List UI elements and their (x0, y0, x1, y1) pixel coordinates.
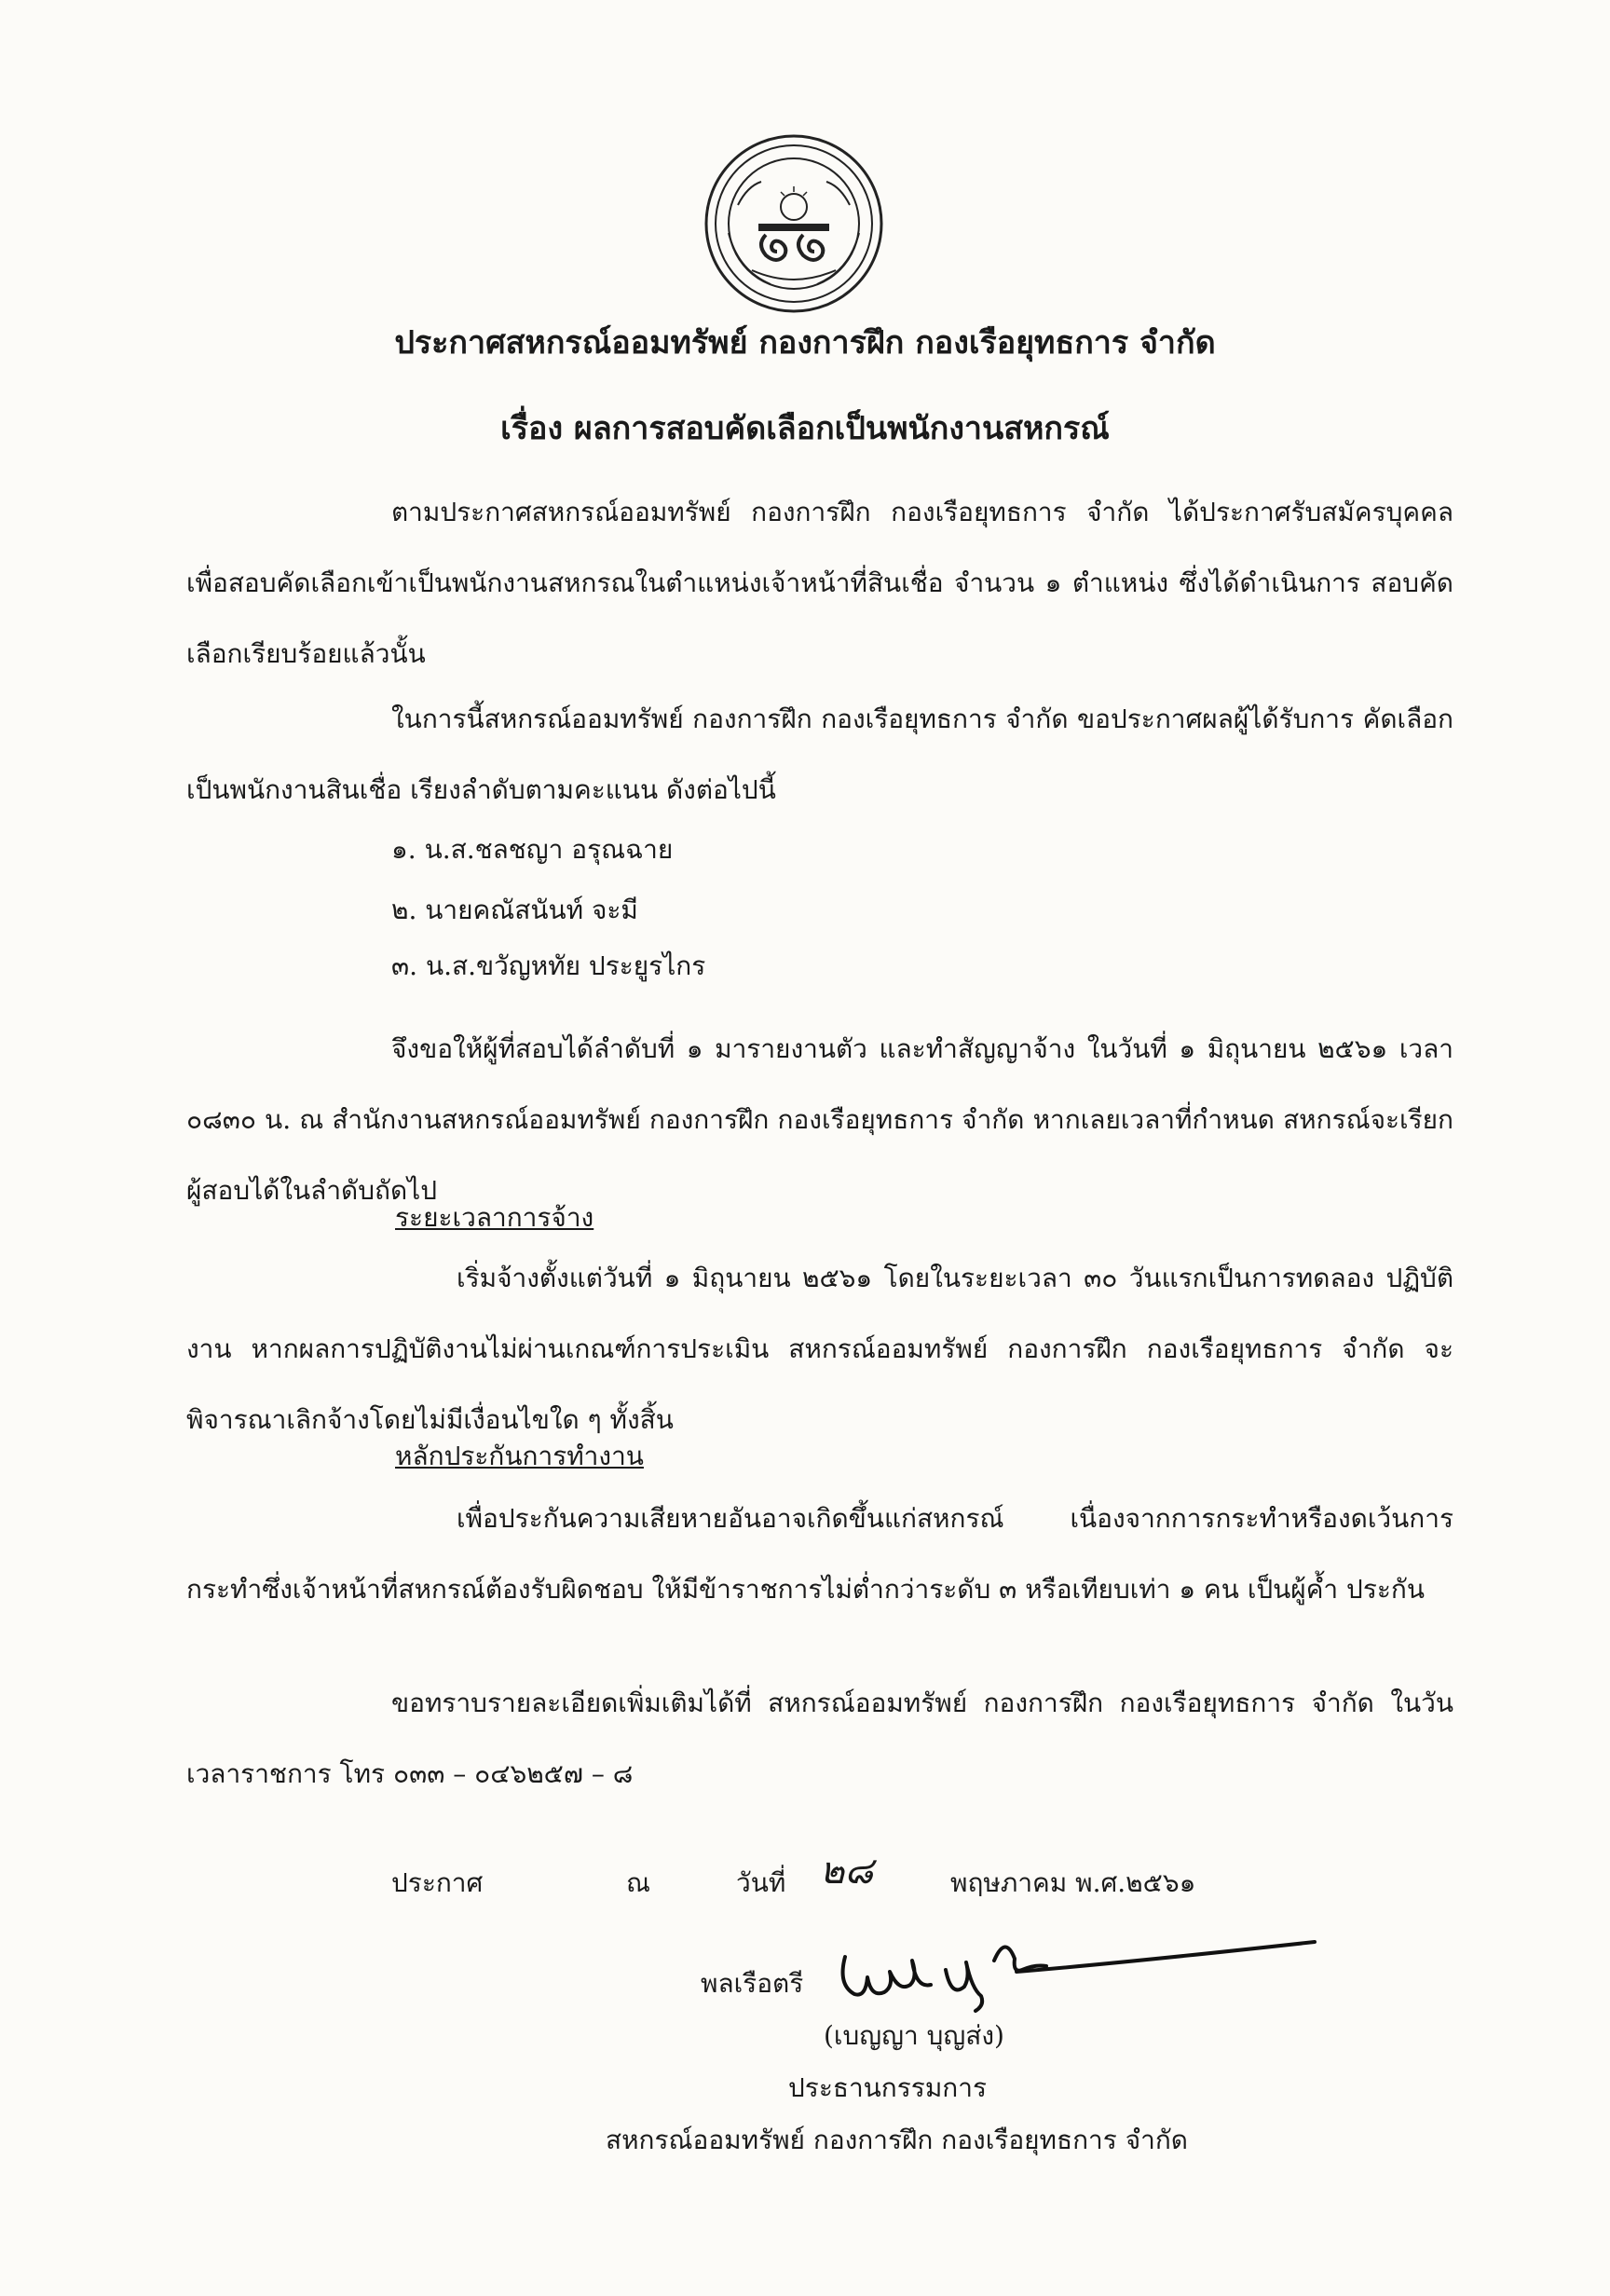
document-title: ประกาศสหกรณ์ออมทรัพย์ กองการฝึก กองเรือยุทธการ จำกัด (394, 324, 1216, 362)
report-paragraph-text: จึงขอให้ผู้ที่สอบได้ลำดับที่ ๑ มารายงานตัว และทำสัญญาจ้าง ในวันที่ ๑ มิถุนายน ๒๕๖๑ เวลา ๐๘๓๐ น. ณ สำนักงานสหกรณ์ออมทรัพย์ กองการฝึก กองเรือยุทธการ จำกัด หากเลยเวลาที่กำหนด สหกรณ์จะเรียกผู้สอบได้ในลำดับถัดไป (186, 1033, 1453, 1206)
report-paragraph (186, 1014, 1453, 1226)
announce-day-label: วันที่ (736, 1867, 786, 1898)
contact-paragraph-text: ขอทราบรายละเอียดเพิ่มเติมได้ที่ สหกรณ์ออมทรัพย์ กองการฝึก กองเรือยุทธการ จำกัด ในวันเวลาราชการ โทร ๐๓๓ – ๐๔๖๒๕๗ – ๘ (186, 1688, 1453, 1789)
result-paragraph (186, 684, 1453, 826)
signatory-position: ประธานกรรมการ (788, 2072, 988, 2103)
candidate-item-1: ๑. น.ส.ชลชญา อรุณฉาย (391, 834, 674, 865)
announce-at: ณ (626, 1867, 650, 1898)
announce-month-year: พฤษภาคม พ.ศ.๒๕๖๑ (950, 1867, 1196, 1898)
employment-period-text: เริ่มจ้างตั้งแต่วันที่ ๑ มิถุนายน ๒๕๖๑ โดยในระยะเวลา ๓๐ วันแรกเป็นการทดลอง ปฏิบัติงาน หากผลการปฏิบัติงานไม่ผ่านเกณฑ์การประเมิน สหกรณ์ออมทรัพย์ กองการฝึก กองเรือยุทธการ จำกัด จะพิจารณาเลิกจ้างโดยไม่มีเงื่อนไขใด ๆ ทั้งสิ้น (186, 1263, 1453, 1435)
intro-paragraph (186, 477, 1453, 690)
signatory-organization: สหกรณ์ออมทรัพย์ กองการฝึก กองเรือยุทธการ จำกัด (606, 2125, 1188, 2155)
candidate-item-3: ๓. น.ส.ขวัญหทัย ประยูรไกร (391, 950, 706, 981)
contact-paragraph (186, 1668, 1453, 1810)
intro-paragraph-text: ตามประกาศสหกรณ์ออมทรัพย์ กองการฝึก กองเรือยุทธการ จำกัด ได้ประกาศรับสมัครบุคคล เพื่อสอบคัดเลือกเข้าเป็นพนักงานสหกรณในตำแหน่งเจ้าหน้าที่สินเชื่อ จำนวน ๑ ตำแหน่ง ซึ่งได้ดำเนินการ สอบคัดเลือกเรียบร้อยแล้วนั้น (186, 497, 1453, 669)
candidate-item-2: ๒. นายคณัสนันท์ จะมี (391, 895, 638, 925)
signatory-rank: พลเรือตรี (701, 1968, 804, 1999)
announce-day-handwritten: ๒๘ (820, 1850, 874, 1893)
handwritten-signature-icon (834, 1929, 1318, 2013)
announce-label: ประกาศ (391, 1867, 484, 1898)
employment-period-paragraph (186, 1243, 1453, 1456)
document-subject: เรื่อง ผลการสอบคัดเลือกเป็นพนักงานสหกรณ์ (500, 410, 1110, 447)
result-paragraph-text: ในการนี้สหกรณ์ออมทรัพย์ กองการฝึก กองเรือยุทธการ จำกัด ขอประกาศผลผู้ได้รับการ คัดเลือกเป็นพนักงานสินเชื่อ เรียงลำดับตามคะแนน ดังต่อไปนี้ (186, 704, 1453, 805)
guarantee-paragraph (186, 1483, 1453, 1625)
employment-period-heading: ระยะเวลาการจ้าง (395, 1202, 594, 1233)
signatory-name: (เบญญา บุญส่ง) (824, 2020, 1004, 2051)
guarantee-paragraph-text: เพื่อประกันความเสียหายอันอาจเกิดขึ้นแก่สหกรณ์ เนื่องจากการกระทำหรืองดเว้นการ กระทำซึ่งเจ้าหน้าที่สหกรณ์ต้องรับผิดชอบ ให้มีข้าราชการไม่ต่ำกว่าระดับ ๓ หรือเทียบเท่า ๑ คน เป็นผู้ค้ำ ประกัน (186, 1503, 1453, 1605)
guarantee-heading: หลักประกันการทำงาน (395, 1441, 644, 1471)
organization-seal-icon (701, 130, 887, 317)
